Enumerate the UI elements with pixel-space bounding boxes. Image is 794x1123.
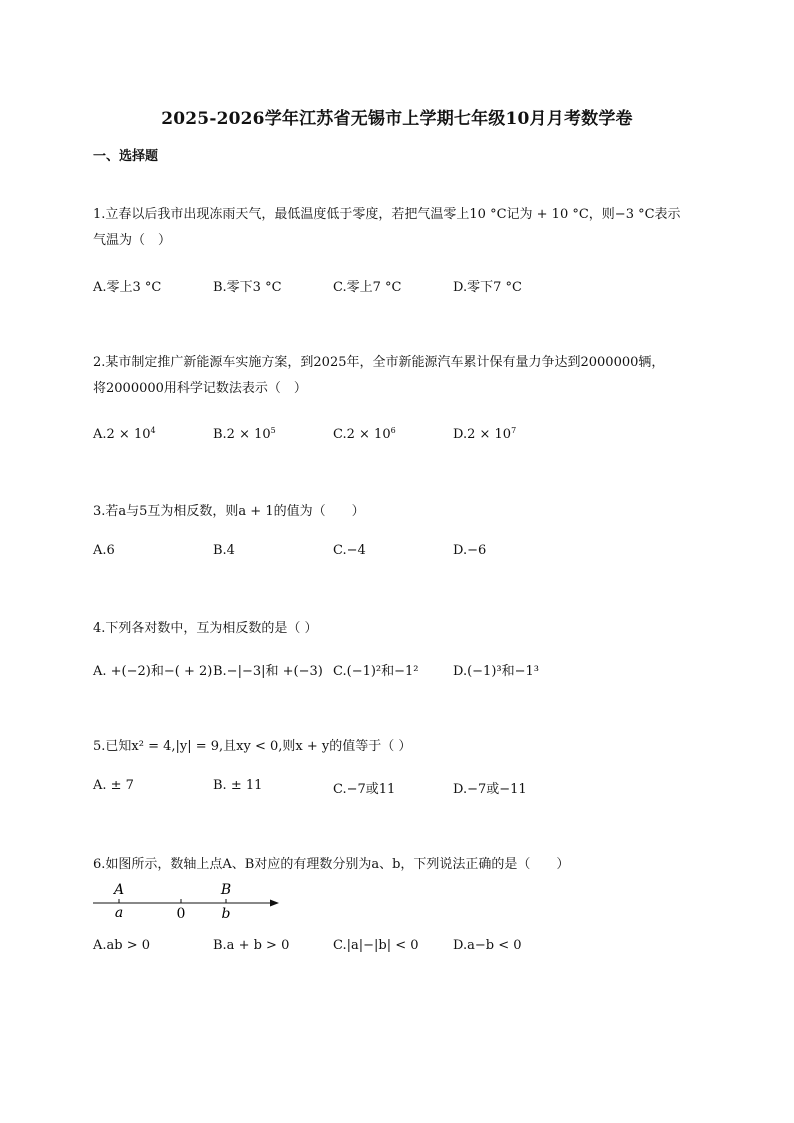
page-title: 2025-2026学年江苏省无锡市上学期七年级10月月考数学卷 <box>161 109 633 129</box>
question-4 <box>93 616 705 642</box>
number-line <box>93 880 293 922</box>
question-4-line1: 4.下列各对数中，互为相反数的是（ ） <box>93 621 318 636</box>
option-b: B. ± 11 <box>213 778 263 793</box>
option-c: C.−4 <box>333 543 366 558</box>
question-5-options <box>93 778 713 798</box>
option-c: C.−7或11 <box>333 782 396 797</box>
option-a: A.6 <box>93 543 115 558</box>
number-line-figure <box>93 880 293 922</box>
question-1-line1: 1.立春以后我市出现冻雨天气，最低温度低于零度，若把气温零上10 °C记为 + 10 °C，则−3 °C表示 <box>93 207 681 222</box>
option-d: D.a−b < 0 <box>453 938 522 953</box>
point-a-label: A <box>113 882 125 898</box>
question-3 <box>93 499 705 525</box>
question-5 <box>93 734 705 760</box>
question-6-line1: 6.如图所示，数轴上点A、B对应的有理数分别为a、b，下列说法正确的是（ ） <box>93 857 570 872</box>
option-b: B.4 <box>213 543 235 558</box>
question-1-line2: 气温为（ ） <box>93 233 172 248</box>
option-d: D.(−1)³和−1³ <box>453 664 539 679</box>
option-b: B.a + b > 0 <box>213 938 290 953</box>
value-b-label: b <box>221 906 231 922</box>
question-2-options <box>93 426 713 446</box>
option-d: D.−6 <box>453 543 487 558</box>
question-2-line1: 2.某市制定推广新能源车实施方案，到2025年，全市新能源汽车累计保有量力争达到2000000辆， <box>93 355 665 370</box>
option-b: B.−|−3|和 +(−3) <box>213 664 323 679</box>
question-3-options <box>93 543 713 563</box>
question-6 <box>93 852 705 878</box>
option-a: A.零上3 °C <box>93 280 162 295</box>
question-2 <box>93 350 705 402</box>
option-a: A. +(−2)和−( + 2) <box>93 664 213 679</box>
question-1-options <box>93 276 713 296</box>
point-b-label: B <box>220 882 232 898</box>
option-c: $C.2 \times 10^6$ <box>333 426 396 442</box>
question-5-line1: 5.已知x² = 4,|y| = 9,且xy < 0,则x + y的值等于（ ） <box>93 739 412 754</box>
question-3-line1: 3.若a与5互为相反数，则a + 1的值为（ ） <box>93 504 365 519</box>
option-c: C.|a|−|b| < 0 <box>333 938 419 953</box>
option-b: $B.2 \times 10^5$ <box>213 426 276 442</box>
option-d: D.−7或−11 <box>453 782 527 797</box>
question-4-options <box>93 660 713 680</box>
option-c: C.(−1)²和−1² <box>333 664 419 679</box>
number-line-arrow-icon <box>270 900 279 907</box>
option-a: A. ± 7 <box>93 778 134 793</box>
option-a: $A.2 \times 10^4$ <box>93 426 156 442</box>
value-a-label: a <box>114 905 124 921</box>
section-heading: 一、选择题 <box>93 149 159 164</box>
zero-label: 0 <box>176 906 186 922</box>
question-6-options <box>93 938 713 958</box>
question-2-line2: 将2000000用科学记数法表示（ ） <box>93 381 307 396</box>
question-1 <box>93 202 705 254</box>
option-d: D.零下7 °C <box>453 280 522 295</box>
option-d: $D.2 \times 10^7$ <box>453 426 517 442</box>
option-a: A.ab > 0 <box>93 938 151 953</box>
option-c: C.零上7 °C <box>333 280 402 295</box>
option-b: B.零下3 °C <box>213 280 282 295</box>
